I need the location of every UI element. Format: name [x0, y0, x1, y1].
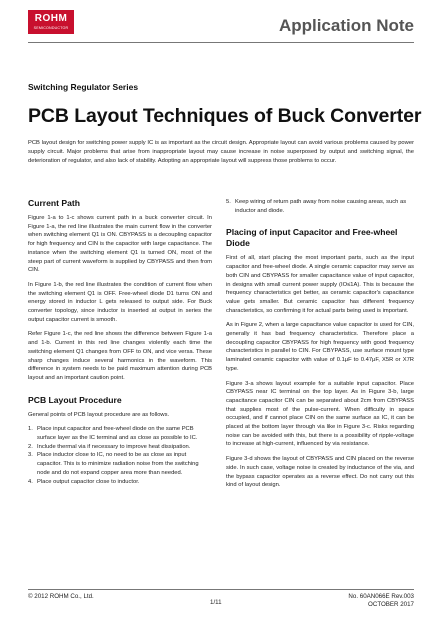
header-divider [28, 42, 414, 43]
placing-paragraph-1: First of all, start placing the most important parts, such as the input capacitor and free-wheel diode. A single ceramic capacitor may serve as both CIN and CBYPASS for smaller capacitance value of input capacitor, in designs with small current power supply (IO≤1A). This is because the frequency characteristics get better, as ceramic capacitor's capacitance value gets smaller. But ceramic capacitor has different frequency characteristics, so confirming it for actual parts being used is important. [226, 255, 414, 314]
logo-subtext: SEMICONDUCTOR [33, 26, 69, 30]
page-number: 1/11 [210, 599, 222, 606]
list-item-number: 3. [28, 452, 33, 459]
list-item [28, 451, 212, 477]
procedure-intro: General points of PCB layout procedure are as follows. [28, 411, 170, 418]
list-item-text: Place inductor close to IC, no need to be as close as input capacitor. This is to minimize radiation noise from the switching node and do not expand copper area more than needed. [37, 452, 199, 476]
current-path-paragraph-1: Figure 1-a to 1-c shows current path in a buck converter circuit. In Figure 1-a, the red line illustrates the main current flow in the converter when switching element Q1 is ON. CBYPASS is a decoupling capacitor for high frequency and CIN is the capacitor with large capacitance. The instance when the switching element Q1 is turned ON, most of the steep part of current waveform is supplied by CBYPASS and then from CIN. [28, 215, 212, 274]
list-item-text: Keep wiring of return path away from noise causing areas, such as inductor and diode. [235, 199, 407, 214]
list-item [226, 198, 414, 215]
rohm-logo [28, 10, 74, 34]
current-path-paragraph-2: In Figure 1-b, the red line illustrates the condition of current flow when the switching element Q1 is OFF. Free-wheel diode D1 turns ON and energy stored in inductor L gets released to output side. For Buck converter topology, since inductor is inserted at output in series the output capacitor current is smooth. [28, 281, 212, 323]
list-item-number: 5. [226, 199, 231, 205]
right-column [226, 198, 414, 496]
procedure-heading: PCB Layout Procedure [28, 394, 122, 405]
list-item-number: 1. [28, 426, 33, 433]
list-item-text: Place output capacitor close to inductor. [37, 478, 140, 485]
document-date: OCTOBER 2017 [368, 601, 414, 608]
list-item [28, 478, 212, 487]
procedure-list-continued [226, 198, 414, 215]
document-number: No. 60AN066E Rev.003 [348, 593, 414, 600]
placing-paragraph-3: Figure 3-a shows layout example for a suitable input capacitor. Place CBYPASS near IC terminal on the top layer. As in Figure 3-b, large capacitance capacitor CIN can be separated about 2cm from CBYPASS that supplies most of the pulse-current. When difficulty in space occupied, and if cannot place CIN on the same surface as IC, it can be placed at the bottom layer through via like in Figure 3-c. Risks regarding noise can be avoided with this, but there is a possibility of ripple-voltage to increase at high-current, influenced by via resistance. [226, 380, 414, 448]
placing-paragraph-4: Figure 3-d shows the layout of CBYPASS and CIN placed on the reverse side. In such case, voltage noise is created by inductance of the via, and the bypass capacitor operates as a reverse effect. Do not carry out this kind of layout design. [226, 456, 414, 489]
current-path-heading: Current Path [28, 198, 81, 208]
series-label: Switching Regulator Series [28, 82, 139, 92]
doc-type-label: Application Note [278, 16, 414, 35]
left-column [28, 198, 212, 492]
page-title: PCB Layout Techniques of Buck Converter [28, 105, 422, 127]
placing-paragraph-2: As in Figure 2, when a large capacitance value capacitor is used for CIN, generally it has bad frequency characteristics. Therefore place a decoupling capacitor CBYPASS for high frequency with good frequency characteristics in parallel to CIN. For CBYPASS, use surface mount type laminated ceramic capacitor with value of 0.1μF to 0.47μF, X5R or X7R type. [226, 322, 414, 372]
document-info [348, 593, 414, 609]
list-item-number: 4. [28, 478, 33, 485]
list-item-number: 2. [28, 443, 33, 450]
copyright: © 2012 ROHM Co., Ltd. [28, 593, 94, 600]
current-path-paragraph-3: Refer Figure 1-c, the red line shows the difference between Figure 1-a and 1-b. Current in this red line changes violently each time the switching element Q1 changes from OFF to ON, and vice versa. These sharp changes induce several harmonics in the waveform. This difference in system needs to be paid maximum attention during PCB layout and an important caution point. [28, 331, 212, 381]
list-item [28, 425, 212, 442]
list-item [28, 443, 212, 452]
list-item-text: Place input capacitor and free-wheel diode on the same PCB surface layer as the IC terminal and as close as possible to IC. [37, 426, 198, 442]
footer-divider [28, 589, 414, 590]
placing-heading: Placing of input Capacitor and Free-wheel Diode [226, 227, 398, 249]
list-item-text: Include thermal via if necessary to improve heat dissipation. [37, 443, 191, 450]
intro-paragraph: PCB layout design for switching power supply IC is as important as the circuit design. Appropriate layout can avoid various problems caused by power supply circuit. Major problems that arise from inappropriate layout may cause increase in noise superposed by output and switching signal, the deterioration of regulator, and also lack of stability. Adopting an appropriate layout will suppress those problems to occur. [28, 140, 414, 164]
logo-text: ROHM [34, 13, 68, 24]
procedure-list [28, 425, 212, 486]
